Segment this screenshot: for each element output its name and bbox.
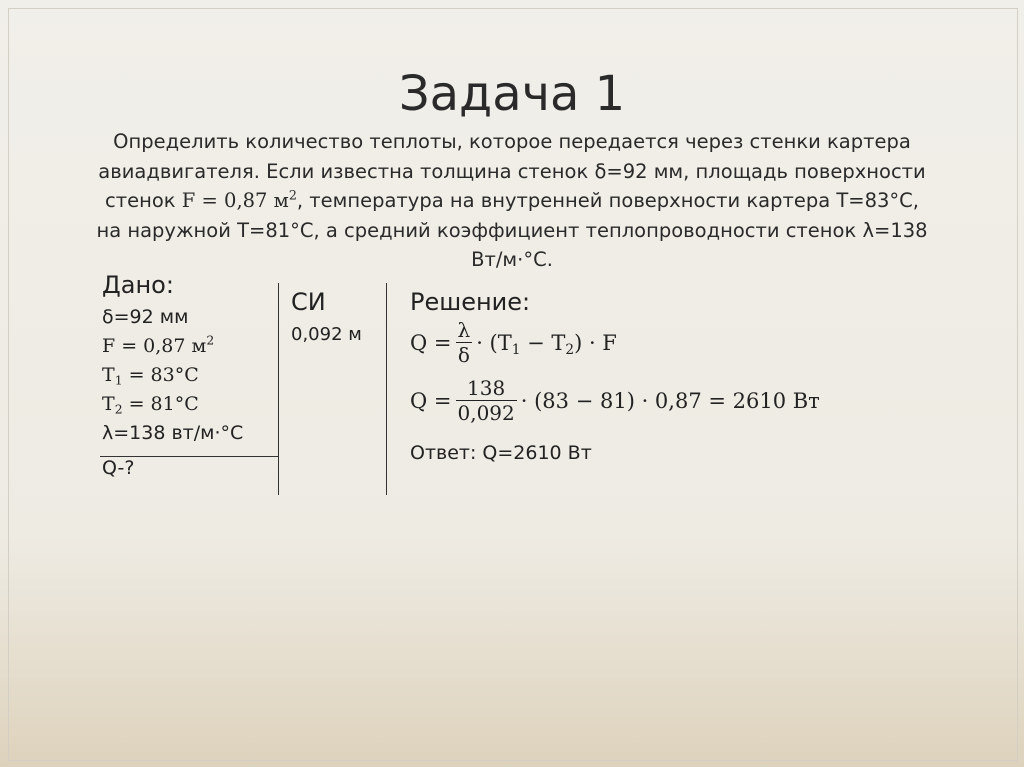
problem-line-3-text: стенок [105, 189, 182, 212]
given-column [102, 271, 278, 483]
given-t1 [102, 361, 278, 390]
formula-1-rest-a: · (T [476, 330, 512, 355]
formula-1-lhs: Q = [410, 330, 452, 355]
t1-value: = 83°C [122, 364, 199, 386]
area-exponent: 2 [288, 187, 297, 203]
formula-2-rest: · (83 − 81) · 0,87 = 2610 Вт [520, 388, 820, 413]
si-header: СИ [291, 288, 326, 316]
solution-column [410, 288, 950, 464]
given-delta: δ=92 мм [102, 306, 189, 328]
formula-2-numerator: 138 [467, 376, 506, 400]
problem-line-3-rest: , температура на внутренней поверхности картера T=83°C, [296, 189, 919, 212]
formula-1-rest-b: − T [520, 330, 566, 355]
given-area-text: F = 0,87 м [102, 335, 207, 357]
formula-general [410, 318, 617, 367]
given-lambda: λ=138 вт/м·°C [102, 422, 244, 444]
formula-1-numerator: λ [457, 318, 471, 342]
formula-numeric [410, 376, 820, 425]
problem-line-3 [80, 186, 944, 216]
problem-line-4: на наружной T=81°C, а средний коэффициент теплопроводности стенок λ=138 [96, 218, 928, 242]
answer: Ответ: Q=2610 Вт [410, 442, 592, 464]
formula-1-rest [476, 330, 617, 358]
given-unknown: Q-? [102, 457, 135, 479]
given-divider [100, 456, 278, 457]
slide-title: Задача 1 [398, 66, 626, 122]
t1-subscript: 1 [114, 373, 123, 388]
given-t2 [102, 390, 278, 419]
area-math-text: F = 0,87 м [181, 189, 289, 212]
problem-line-2: авиадвигателя. Если известна толщина стенок δ=92 мм, площадь поверхности [98, 159, 926, 183]
solution-header: Решение: [410, 288, 531, 316]
column-divider-1 [278, 283, 279, 495]
formula-1-sub-2: 2 [565, 341, 575, 358]
problem-line-1: Определить количество теплоты, которое передается через стенки картера [113, 130, 911, 153]
formula-1-rest-c: ) · F [574, 330, 617, 355]
given-area-exponent: 2 [206, 333, 215, 348]
formula-2-fraction [456, 376, 517, 425]
si-column [291, 288, 362, 345]
t2-subscript: 2 [114, 402, 123, 417]
formula-1-denominator: δ [457, 343, 470, 367]
given-header: Дано: [102, 271, 174, 299]
formula-2-lhs: Q = [410, 388, 452, 413]
t2-symbol: T [102, 393, 115, 415]
column-divider-2 [386, 283, 387, 495]
si-value: 0,092 м [291, 324, 362, 345]
formula-2-denominator: 0,092 [457, 401, 515, 425]
given-area [102, 332, 278, 361]
formula-1-sub-1: 1 [511, 341, 521, 358]
t1-symbol: T [102, 364, 115, 386]
t2-value: = 81°C [122, 393, 199, 415]
problem-statement [80, 127, 944, 275]
problem-line-5: Вт/м·°C. [471, 248, 553, 271]
formula-1-fraction [456, 318, 473, 367]
area-math [182, 189, 297, 212]
